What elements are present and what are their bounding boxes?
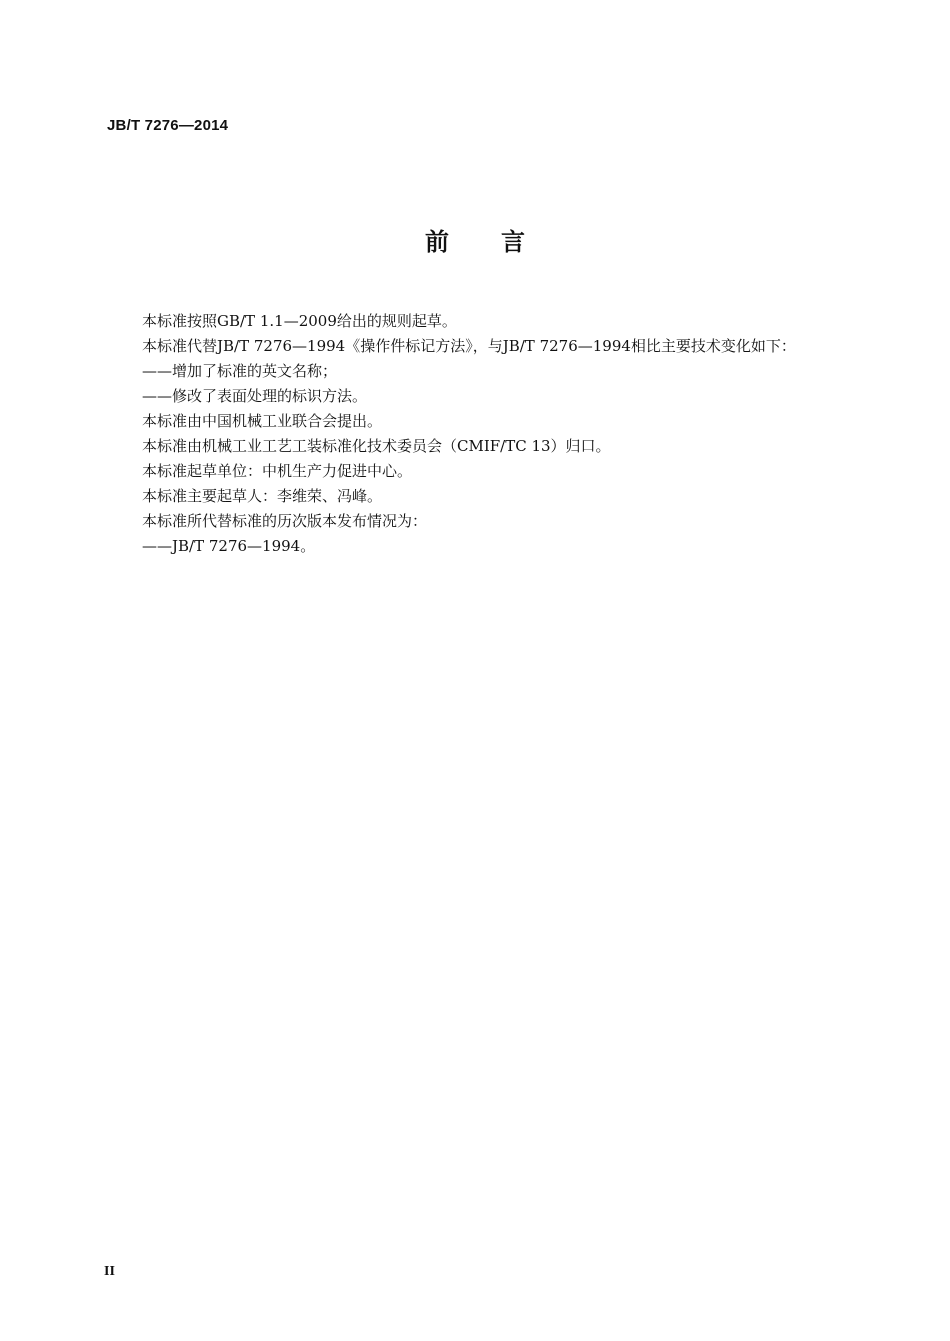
paragraph-technical-committee: 本标准由机械工业工艺工装标准化技术委员会（CMIF/TC 13）归口。 [142,437,611,455]
paragraph-drafting-unit: 本标准起草单位：中机生产力促进中心。 [142,462,413,480]
paragraph-change-english-name: ——增加了标准的英文名称； [142,362,338,380]
foreword-body [142,309,862,559]
standard-code-header: JB/T 7276—2014 [107,117,229,134]
paragraph-main-drafters: 本标准主要起草人：李维荣、冯峰。 [142,487,383,505]
paragraph-previous-edition-item: ——JB/T 7276—1994。 [142,537,316,555]
paragraph-previous-editions: 本标准所代替标准的历次版本发布情况为： [142,512,428,530]
paragraph-replacement: 本标准代替JB/T 7276—1994《操作件标记方法》，与JB/T 7276—1994相比主要技术变化如下： [142,337,796,355]
page-number: II [104,1264,115,1279]
paragraph-change-surface-treatment: ——修改了表面处理的标识方法。 [142,387,368,405]
page-title: 前言 [425,228,577,256]
paragraph-proposer: 本标准由中国机械工业联合会提出。 [142,412,383,430]
paragraph-drafting-rules: 本标准按照GB/T 1.1—2009给出的规则起草。 [142,312,457,330]
